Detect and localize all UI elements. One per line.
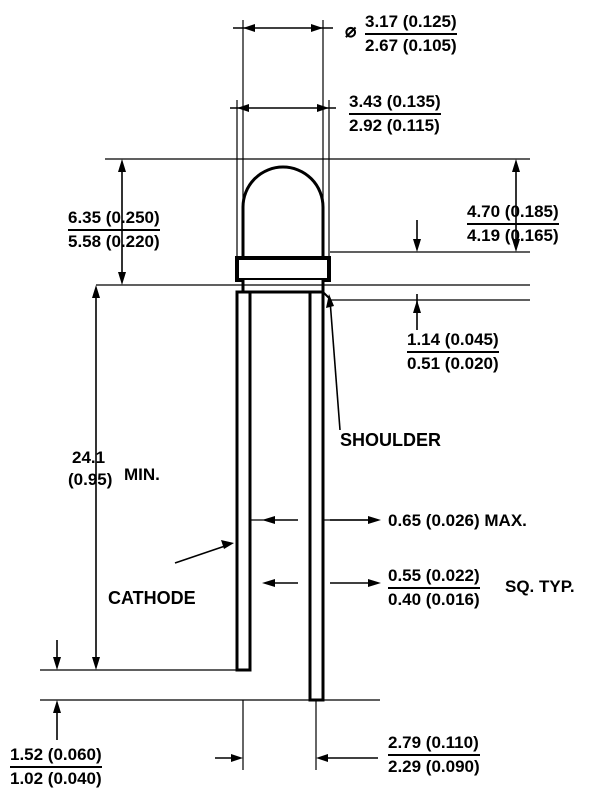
dim-dome-height-min: 5.58 (0.220) [68, 232, 160, 251]
dim-lead-square-note: SQ. TYP. [505, 577, 575, 596]
arrow-offset-down [53, 700, 61, 713]
arrow-shoulder-down [413, 300, 421, 313]
dim-lead-spacing [388, 733, 480, 777]
arrow-leadlen-top [92, 285, 100, 298]
arrow-dome-bottom [118, 272, 126, 285]
dim-lead-offset-max: 1.52 (0.060) [10, 745, 102, 768]
arrow-lens-right [311, 24, 323, 32]
dim-lead-offset-min: 1.02 (0.040) [10, 769, 102, 788]
dim-lead-spacing-min: 2.29 (0.090) [388, 757, 480, 776]
dim-lead-width-max: 0.65 (0.026) MAX. [388, 511, 527, 530]
cathode-lead [237, 292, 250, 670]
callout-shoulder: SHOULDER [340, 430, 442, 450]
dim-body-width-max: 3.43 (0.135) [349, 92, 441, 115]
dim-lead-length-line1: 24.1 [72, 448, 106, 467]
diameter-symbol-icon: ⌀ [345, 21, 357, 42]
callout-cathode: CATHODE [108, 588, 196, 608]
dim-body-height [467, 202, 559, 246]
dim-lens-diameter-min: 2.67 (0.105) [365, 36, 457, 55]
dim-dome-height-max: 6.35 (0.250) [68, 208, 160, 231]
led-dome-outline [243, 167, 323, 262]
arrow-bodyheight-top [512, 159, 520, 172]
arrow-spacing-right [316, 754, 328, 762]
dim-lead-spacing-max: 2.79 (0.110) [388, 733, 480, 756]
arrow-dome-top [118, 159, 126, 172]
arrow-leadwidth-left [262, 516, 275, 524]
dim-body-height-min: 4.19 (0.165) [467, 226, 559, 245]
dim-lead-offset [10, 745, 102, 789]
led-flange [237, 258, 329, 280]
dim-lead-length-line2: (0.95) [68, 470, 113, 489]
dim-body-width [349, 92, 441, 136]
arrow-sq-left [262, 579, 275, 587]
led-body-lower [243, 280, 323, 292]
dim-lead-square-max: 0.55 (0.022) [388, 566, 480, 589]
dim-lead-square [388, 566, 480, 610]
arrow-leadlen-bottom [92, 657, 100, 670]
arrow-leadwidth-right [368, 516, 381, 524]
leader-cathode [175, 545, 228, 563]
arrow-sq-right [368, 579, 381, 587]
dim-lens-diameter-max: 3.17 (0.125) [365, 12, 457, 35]
dim-lead-square-min: 0.40 (0.016) [388, 590, 480, 609]
dim-body-height-max: 4.70 (0.185) [467, 202, 559, 225]
dim-body-width-min: 2.92 (0.115) [349, 116, 440, 135]
dim-dome-height [68, 208, 160, 252]
anode-lead [310, 292, 323, 700]
dim-lead-length-min-label: MIN. [124, 465, 160, 484]
leader-shoulder [330, 300, 340, 430]
arrowhead-cathode [221, 540, 234, 549]
dim-shoulder-thickness [407, 330, 499, 374]
dim-lens-diameter [365, 12, 457, 56]
dim-shoulder-thickness-min: 0.51 (0.020) [407, 354, 499, 373]
arrow-spacing-left [231, 754, 243, 762]
arrow-offset-up [53, 657, 61, 670]
arrow-shoulder-up [413, 239, 421, 252]
arrow-lens-left [243, 24, 255, 32]
dim-shoulder-thickness-max: 1.14 (0.045) [407, 330, 499, 353]
